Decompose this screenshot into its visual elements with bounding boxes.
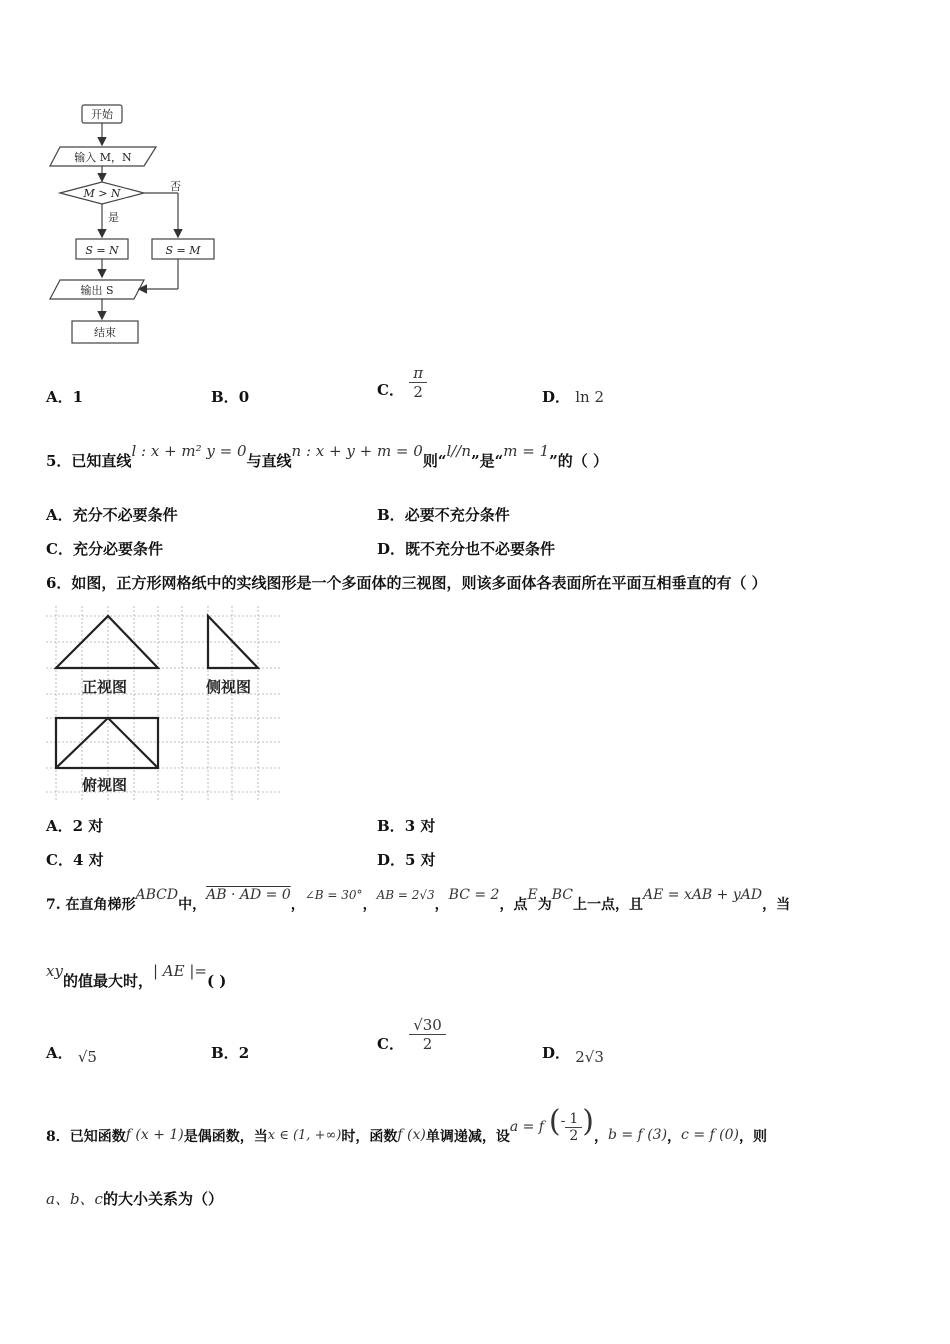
q6-option-d: D．5 对 bbox=[377, 851, 436, 869]
q8-stem-line1: 8．已知函数f (x + 1)是偶函数，当x ∈ (1, +∞)时，函数f (x)单调递减，设a = f (- $\frac{1}{2}$ )，b = f (3)，c = f (0)，则 bbox=[46, 1104, 767, 1145]
q5-option-b: B．必要不充分条件 bbox=[377, 506, 510, 524]
side-view-label: 侧视图 bbox=[206, 678, 252, 696]
q4-option-c: C． $\frac{\pi}{2}$ bbox=[377, 364, 427, 401]
three-view-figure bbox=[46, 606, 280, 800]
flow-assign-m-text: S = M bbox=[165, 244, 201, 257]
q4-option-b: B．0 bbox=[211, 388, 250, 406]
flow-condition-text: M > N bbox=[83, 187, 121, 200]
q8-stem-line2: a、b、c的大小关系为（） bbox=[46, 1190, 223, 1208]
q5-option-d: D．既不充分也不必要条件 bbox=[377, 540, 556, 558]
q7-option-c: C． $\frac{√30}{2}$ bbox=[377, 1016, 446, 1053]
q7-option-a: A． √5 bbox=[46, 1044, 97, 1066]
flow-no-label: 否 bbox=[170, 180, 181, 193]
q4-option-d: D． ln 2 bbox=[542, 388, 605, 406]
q7-option-b: B．2 bbox=[211, 1044, 250, 1062]
q4-option-a: A．1 bbox=[46, 388, 84, 406]
flow-yes-label: 是 bbox=[108, 211, 119, 224]
top-view-diagonals bbox=[56, 718, 158, 768]
q7-option-d: D． 2√3 bbox=[542, 1044, 604, 1066]
q5-stem: 5．已知直线l : x + m² y = 0与直线n : x + y + m = 0则“l//n”是“m = 1”的（ ） bbox=[46, 442, 609, 470]
q7-stem-line2: xy的值最大时，| AE |=( ) bbox=[46, 962, 227, 990]
q7-stem-line1: 7. 在直角梯形ABCD中，AB · AD = 0，∠B = 30°，AB = 2√3，BC = 2，点E为BC上一点，且AE = xAB + yAD，当 bbox=[46, 887, 791, 913]
flow-assign-n-text: S = N bbox=[85, 244, 119, 257]
q5-option-a: A．充分不必要条件 bbox=[46, 506, 178, 524]
front-view-label: 正视图 bbox=[82, 678, 128, 696]
q5-option-c: C．充分必要条件 bbox=[46, 540, 163, 558]
q6-option-b: B．3 对 bbox=[377, 817, 436, 835]
top-view-rectangle bbox=[56, 718, 158, 768]
q6-stem: 6．如图，正方形网格纸中的实线图形是一个多面体的三视图，则该多面体各表面所在平面互相垂直的有（ ） bbox=[46, 574, 767, 592]
flow-input-text: 输入 M，N bbox=[74, 151, 132, 164]
flow-end-text: 结束 bbox=[94, 326, 116, 339]
flowchart-diagram bbox=[40, 100, 240, 350]
flow-start-text: 开始 bbox=[91, 108, 113, 121]
flow-output-text: 输出 S bbox=[80, 284, 114, 297]
top-view-label: 俯视图 bbox=[82, 776, 128, 794]
q6-option-a: A．2 对 bbox=[46, 817, 104, 835]
q6-option-c: C．4 对 bbox=[46, 851, 104, 869]
